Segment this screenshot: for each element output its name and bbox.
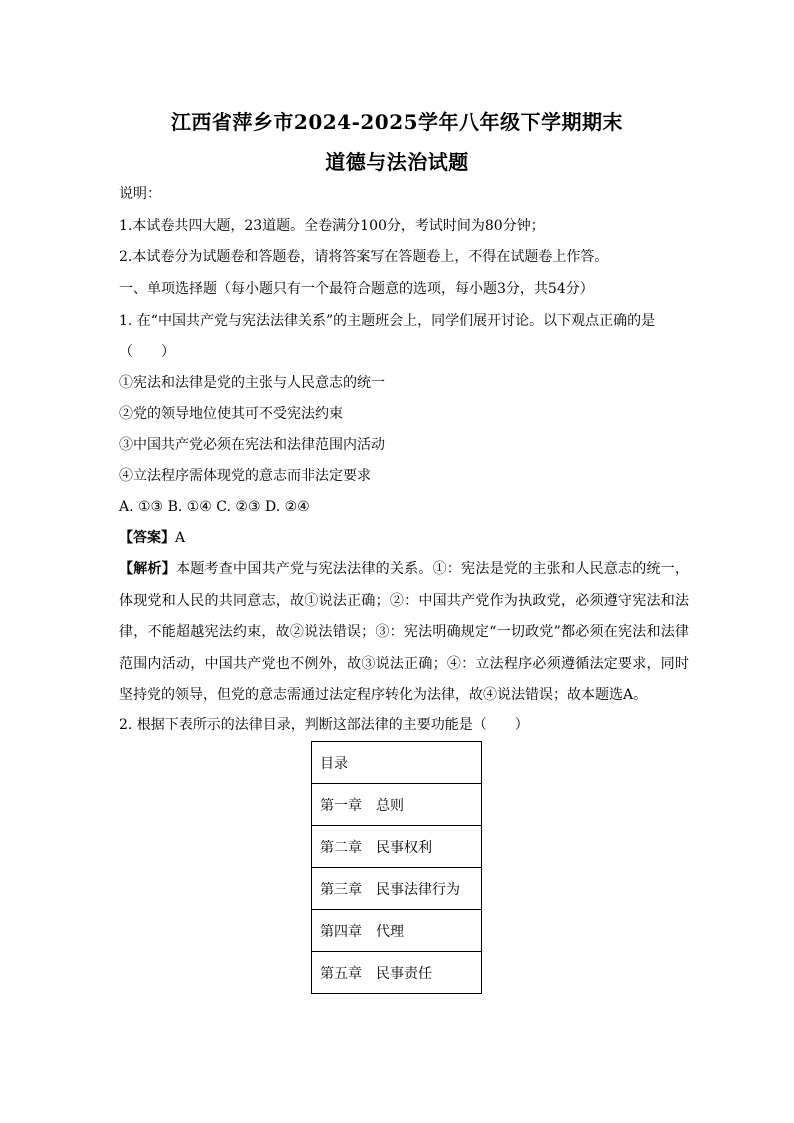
question-1-answer bbox=[119, 528, 185, 548]
table-row bbox=[312, 952, 482, 994]
table-row bbox=[312, 868, 482, 910]
notes-heading: 说明： bbox=[119, 186, 161, 202]
question-2-stem: 2. 根据下表所示的法律目录，判断这部法律的主要功能是（ ） bbox=[119, 717, 529, 733]
table-cell: 第五章 民事责任 bbox=[312, 952, 482, 994]
table-cell: 第四章 代理 bbox=[312, 910, 482, 952]
question-1-option-4: ④立法程序需体现党的意志而非法定要求 bbox=[119, 468, 371, 484]
table-cell: 目录 bbox=[312, 742, 482, 784]
answer-label: 【答案】 bbox=[119, 530, 175, 546]
notes-item-2: 2.本试卷分为试题卷和答题卷，请将答案写在答题卷上，不得在试题卷上作答。 bbox=[119, 249, 609, 265]
table-row bbox=[312, 784, 482, 826]
table-row bbox=[312, 910, 482, 952]
table-cell: 第三章 民事法律行为 bbox=[312, 868, 482, 910]
question-1-stem: 1. 在“中国共产党与宪法法律关系”的主题班会上，同学们展开讨论。以下观点正确的是 bbox=[119, 313, 656, 329]
question-1-analysis bbox=[119, 554, 689, 712]
analysis-text: 本题考查中国共产党与宪法法律的关系。①：宪法是党的主张和人民意志的统一，体现党和人民的共同意志，故①说法正确；②：中国共产党作为执政党，必须遵守宪法和法律，不能超越宪法约束，故②说法错误；③：宪法明确规定“一切政党”都必须在宪法和法律范围内活动，中国共产党也不例外，故③说法正确；④：立法程序必须遵循法定要求，同时坚持党的领导，但党的意志需通过法定程序转化为法律，故④说法错误；故本题选A。 bbox=[119, 561, 690, 704]
notes-item-1: 1.本试卷共四大题，23道题。全卷满分100分，考试时间为80分钟； bbox=[119, 218, 545, 234]
answer-value: A bbox=[175, 530, 186, 546]
question-1-option-3: ③中国共产党必须在宪法和法律范围内活动 bbox=[119, 437, 385, 453]
analysis-label: 【解析】 bbox=[119, 561, 177, 577]
table-cell: 第二章 民事权利 bbox=[312, 826, 482, 868]
question-1-option-2: ②党的领导地位使其可不受宪法约束 bbox=[119, 406, 343, 422]
law-contents-table bbox=[311, 741, 482, 994]
section-1-heading: 一、单项选择题（每小题只有一个最符合题意的选项，每小题3分，共54分） bbox=[119, 281, 594, 297]
exam-title: 江西省萍乡市2024-2025学年八年级下学期期末 bbox=[170, 110, 624, 134]
question-1-choices: A. ①③ B. ①④ C. ②③ D. ②④ bbox=[119, 499, 310, 515]
table-row bbox=[312, 826, 482, 868]
question-1-option-1: ①宪法和法律是党的主张与人民意志的统一 bbox=[119, 375, 385, 391]
exam-subtitle: 道德与法治试题 bbox=[325, 150, 469, 174]
question-1-bracket: （ ） bbox=[119, 344, 175, 360]
table-cell: 第一章 总则 bbox=[312, 784, 482, 826]
table-row bbox=[312, 742, 482, 784]
